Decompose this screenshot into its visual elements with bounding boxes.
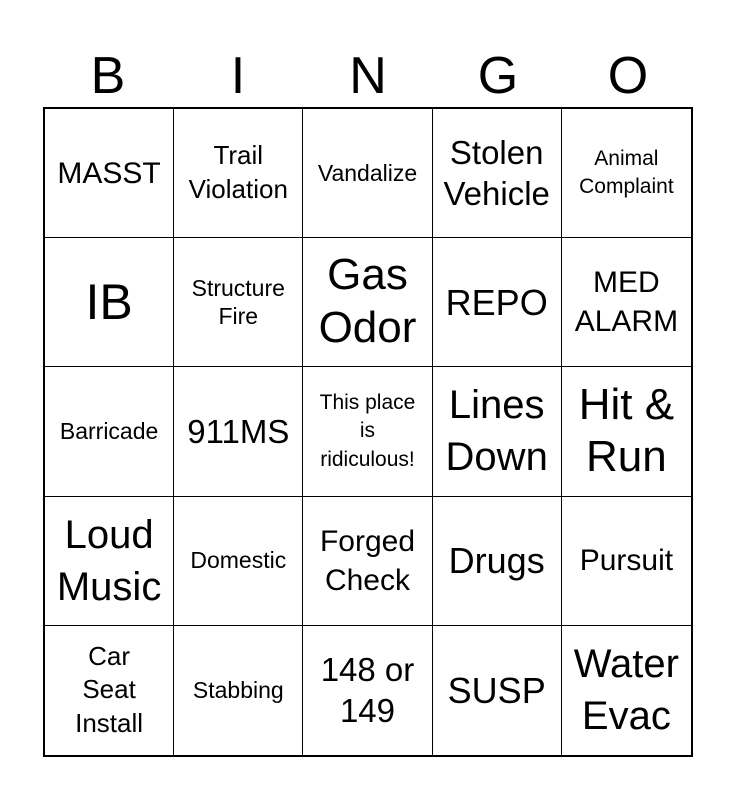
cell-text: Water Evac <box>573 642 679 739</box>
bingo-cell[interactable] <box>174 109 303 238</box>
bingo-cell[interactable] <box>174 497 303 626</box>
bingo-cell[interactable] <box>303 626 432 755</box>
header-letter-o: O <box>607 47 649 105</box>
cell-text: Vandalize <box>317 159 418 186</box>
cell-text: IB <box>85 274 133 331</box>
bingo-cell[interactable] <box>303 109 432 238</box>
bingo-cell[interactable] <box>174 626 303 755</box>
bingo-cell[interactable] <box>45 109 174 238</box>
cell-text: Gas Odor <box>318 250 417 353</box>
cell-text: Drugs <box>448 540 545 582</box>
cell-text: Trail Violation <box>188 140 288 205</box>
cell-text: REPO <box>445 281 548 323</box>
bingo-cell[interactable] <box>433 626 562 755</box>
bingo-cell[interactable] <box>45 626 174 755</box>
header-letter-n: N <box>349 47 387 105</box>
cell-text: Forged Check <box>319 524 416 597</box>
bingo-board <box>43 107 693 757</box>
cell-text: MED ALARM <box>574 266 679 339</box>
bingo-cell[interactable] <box>433 109 562 238</box>
cell-text: Loud Music <box>56 512 162 609</box>
cell-text: 911MS <box>187 412 290 450</box>
cell-text: Stabbing <box>192 677 284 704</box>
header-letter-i: I <box>230 47 246 105</box>
bingo-cell[interactable] <box>562 497 691 626</box>
bingo-cell[interactable] <box>562 238 691 367</box>
bingo-cell[interactable] <box>303 367 432 496</box>
cell-text: Domestic <box>190 547 287 574</box>
bingo-cell[interactable] <box>45 367 174 496</box>
cell-text: Pursuit <box>579 544 674 578</box>
cell-text: MASST <box>57 156 161 190</box>
bingo-header <box>43 46 693 106</box>
cell-text: Car Seat Install <box>75 640 144 739</box>
bingo-cell[interactable] <box>303 497 432 626</box>
bingo-cell[interactable] <box>433 367 562 496</box>
bingo-cell[interactable] <box>562 367 691 496</box>
bingo-cell[interactable] <box>303 238 432 367</box>
cell-text: Structure Fire <box>191 274 285 330</box>
bingo-cell[interactable] <box>45 497 174 626</box>
cell-text: 148 or 149 <box>320 651 415 730</box>
cell-text: This place is ridiculous! <box>319 390 416 471</box>
cell-text: Animal Complaint <box>579 146 674 199</box>
bingo-cell[interactable] <box>562 109 691 238</box>
header-letter-b: B <box>90 47 126 105</box>
bingo-cell[interactable] <box>174 367 303 496</box>
cell-text: Lines Down <box>445 383 548 480</box>
cell-text: SUSP <box>447 669 546 711</box>
bingo-cell[interactable] <box>562 626 691 755</box>
bingo-cell[interactable] <box>174 238 303 367</box>
bingo-cell[interactable] <box>433 238 562 367</box>
cell-text: Barricade <box>59 418 159 445</box>
cell-text: Stolen Vehicle <box>443 133 550 213</box>
cell-text: Hit & Run <box>578 379 675 482</box>
bingo-cell[interactable] <box>45 238 174 367</box>
header-letter-g: G <box>477 47 519 105</box>
bingo-cell[interactable] <box>433 497 562 626</box>
